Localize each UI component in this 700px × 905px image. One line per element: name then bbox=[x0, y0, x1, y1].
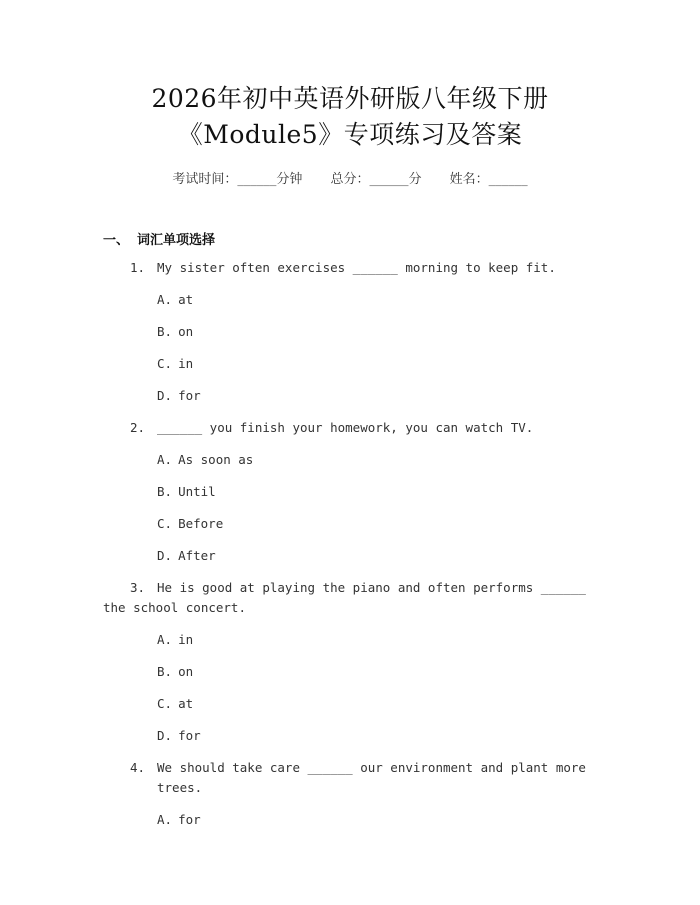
option-letter: D. bbox=[157, 728, 173, 743]
option-text: Until bbox=[178, 484, 216, 499]
exam-info-bar bbox=[0, 168, 700, 187]
question-text: We should take care ______ our environment and plant more trees. bbox=[157, 760, 586, 795]
option-text: As soon as bbox=[178, 452, 254, 467]
option-text: at bbox=[178, 292, 194, 307]
question-3 bbox=[0, 578, 700, 618]
option-2a bbox=[0, 450, 700, 470]
exam-time-field: 考试时间：______分钟 bbox=[172, 172, 303, 187]
question-number: 2. bbox=[130, 420, 146, 435]
option-3c bbox=[0, 694, 700, 714]
option-3a bbox=[0, 630, 700, 650]
option-text: on bbox=[178, 664, 194, 679]
option-letter: D. bbox=[157, 388, 173, 403]
question-4 bbox=[0, 758, 700, 798]
option-letter: A. bbox=[157, 292, 173, 307]
section-title: 词汇单项选择 bbox=[137, 233, 216, 248]
option-text: for bbox=[178, 728, 201, 743]
option-letter: A. bbox=[157, 632, 173, 647]
option-text: for bbox=[178, 388, 201, 403]
option-2b bbox=[0, 482, 700, 502]
option-text: After bbox=[178, 548, 216, 563]
option-letter: C. bbox=[157, 696, 173, 711]
option-text: in bbox=[178, 632, 194, 647]
question-1 bbox=[0, 258, 700, 278]
option-text: Before bbox=[178, 516, 224, 531]
option-text: for bbox=[178, 812, 201, 827]
option-text: at bbox=[178, 696, 194, 711]
question-number: 1. bbox=[130, 260, 146, 275]
option-letter: D. bbox=[157, 548, 173, 563]
option-2d bbox=[0, 546, 700, 566]
option-letter: A. bbox=[157, 812, 173, 827]
question-text: ______ you finish your homework, you can watch TV. bbox=[157, 420, 534, 435]
option-letter: B. bbox=[157, 664, 173, 679]
option-1c bbox=[0, 354, 700, 374]
option-letter: B. bbox=[157, 324, 173, 339]
option-1d bbox=[0, 386, 700, 406]
question-text: My sister often exercises ______ morning to keep fit. bbox=[157, 260, 556, 275]
question-2 bbox=[0, 418, 700, 438]
question-number: 4. bbox=[130, 760, 146, 775]
document-title-line-1: 2026年初中英语外研版八年级下册 bbox=[151, 84, 549, 113]
option-2c bbox=[0, 514, 700, 534]
section-heading bbox=[103, 229, 215, 248]
document-title-line-2: 《Module5》专项练习及答案 bbox=[177, 120, 523, 149]
option-letter: A. bbox=[157, 452, 173, 467]
question-text: He is good at playing the piano and often performs ______ the school concert. bbox=[103, 580, 586, 615]
option-letter: C. bbox=[157, 516, 173, 531]
option-text: on bbox=[178, 324, 194, 339]
option-letter: B. bbox=[157, 484, 173, 499]
total-score-field: 总分：______分 bbox=[330, 172, 422, 187]
student-name-field: 姓名：______ bbox=[449, 172, 528, 187]
option-text: in bbox=[178, 356, 194, 371]
question-list bbox=[0, 258, 700, 842]
option-letter: C. bbox=[157, 356, 173, 371]
option-3d bbox=[0, 726, 700, 746]
option-1a bbox=[0, 290, 700, 310]
option-1b bbox=[0, 322, 700, 342]
option-4a bbox=[0, 810, 700, 830]
option-3b bbox=[0, 662, 700, 682]
section-number: 一、 bbox=[103, 233, 130, 248]
question-number: 3. bbox=[130, 580, 146, 595]
